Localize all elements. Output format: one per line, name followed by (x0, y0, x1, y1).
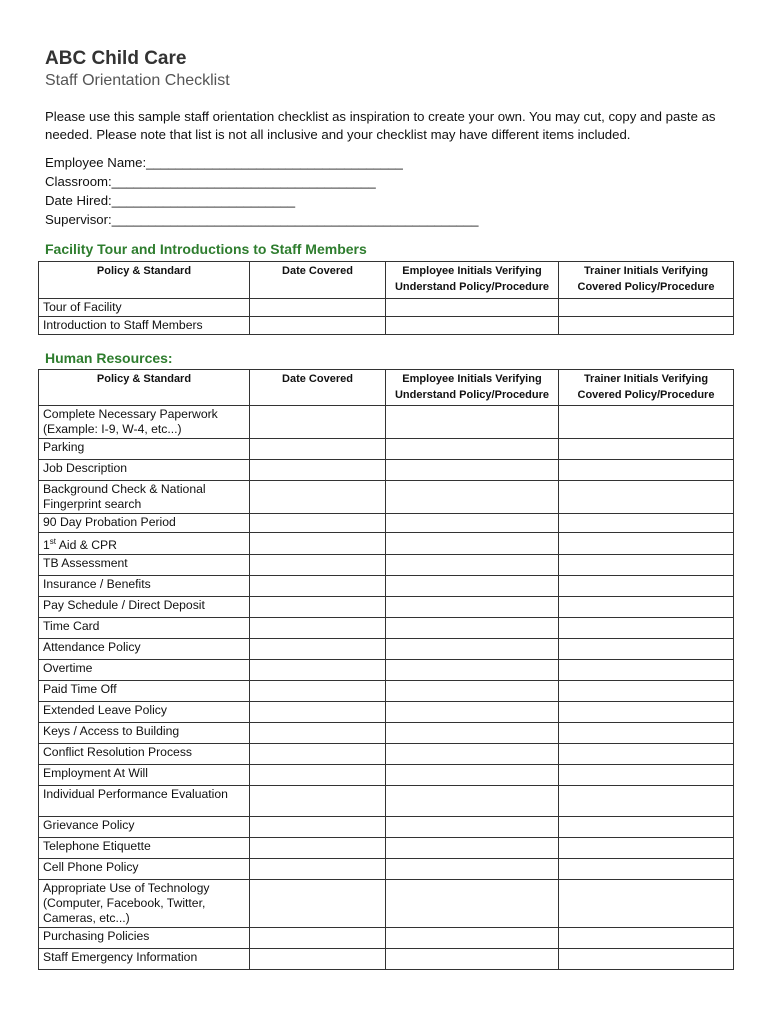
table-row (39, 317, 734, 335)
policy-cell: Insurance / Benefits (39, 576, 250, 597)
table-row (39, 859, 734, 880)
table-row (39, 299, 734, 317)
trainer-initials-cell[interactable] (559, 555, 734, 576)
date-cell[interactable] (250, 838, 386, 859)
policy-cell: 1st Aid & CPR (39, 533, 250, 555)
date-cell[interactable] (250, 744, 386, 765)
employee-initials-cell[interactable] (386, 299, 559, 317)
date-cell[interactable] (250, 765, 386, 786)
section-heading-hr: Human Resources: (45, 350, 173, 366)
table-row (39, 460, 734, 481)
supervisor-field[interactable]: Supervisor:__________________________________________________ (45, 212, 479, 227)
col-header-date: Date Covered (250, 262, 386, 299)
trainer-initials-cell[interactable] (559, 514, 734, 533)
policy-cell: Background Check & National Fingerprint search (39, 481, 250, 514)
employee-initials-cell[interactable] (386, 723, 559, 744)
date-hired-field[interactable]: Date Hired:_________________________ (45, 193, 296, 208)
date-cell[interactable] (250, 660, 386, 681)
employee-initials-cell[interactable] (386, 576, 559, 597)
policy-cell: Complete Necessary Paperwork (Example: I-9, W-4, etc...) (39, 406, 250, 439)
policy-cell: Keys / Access to Building (39, 723, 250, 744)
table-row (39, 838, 734, 859)
policy-cell: Grievance Policy (39, 817, 250, 838)
date-cell[interactable] (250, 639, 386, 660)
policy-cell: Paid Time Off (39, 681, 250, 702)
trainer-initials-cell[interactable] (559, 639, 734, 660)
employee-initials-cell[interactable] (386, 533, 559, 555)
employee-initials-cell[interactable] (386, 928, 559, 949)
table-row (39, 681, 734, 702)
date-cell[interactable] (250, 317, 386, 335)
document-title: ABC Child Care (45, 48, 187, 69)
policy-cell: Purchasing Policies (39, 928, 250, 949)
table-row (39, 618, 734, 639)
table-row (39, 702, 734, 723)
table-row (39, 481, 734, 514)
date-cell[interactable] (250, 481, 386, 514)
employee-initials-cell[interactable] (386, 949, 559, 970)
date-cell[interactable] (250, 702, 386, 723)
employee-initials-cell[interactable] (386, 439, 559, 460)
table-row (39, 786, 734, 817)
col-header-date: Date Covered (250, 370, 386, 406)
employee-initials-cell[interactable] (386, 597, 559, 618)
trainer-initials-cell[interactable] (559, 838, 734, 859)
policy-cell: Individual Performance Evaluation (39, 786, 250, 817)
date-cell[interactable] (250, 681, 386, 702)
policy-cell: Job Description (39, 460, 250, 481)
employee-initials-cell[interactable] (386, 681, 559, 702)
col-header-policy: Policy & Standard (39, 262, 250, 299)
trainer-initials-cell[interactable] (559, 618, 734, 639)
table-row (39, 514, 734, 533)
trainer-initials-cell[interactable] (559, 299, 734, 317)
intro-paragraph: Please use this sample staff orientation checklist as inspiration to create your own. You may cut, copy and paste as needed. Please note that list is not all inclusive and your checklist may have different items included. (45, 109, 716, 142)
hr-table-body (39, 406, 734, 970)
facility-table-body (39, 299, 734, 335)
col-header-trainer-initials: Trainer Initials Verifying Covered Policy/Procedure (559, 262, 734, 299)
date-cell[interactable] (250, 439, 386, 460)
trainer-initials-cell[interactable] (559, 439, 734, 460)
table-row (39, 576, 734, 597)
employee-initials-cell[interactable] (386, 660, 559, 681)
col-header-policy: Policy & Standard (39, 370, 250, 406)
date-cell[interactable] (250, 576, 386, 597)
trainer-initials-cell[interactable] (559, 723, 734, 744)
policy-cell: Extended Leave Policy (39, 702, 250, 723)
table-row (39, 406, 734, 439)
table-row (39, 533, 734, 555)
policy-cell: Introduction to Staff Members (39, 317, 250, 335)
document-subtitle: Staff Orientation Checklist (45, 72, 230, 89)
trainer-initials-cell[interactable] (559, 576, 734, 597)
employee-initials-cell[interactable] (386, 817, 559, 838)
date-cell[interactable] (250, 533, 386, 555)
employee-initials-cell[interactable] (386, 514, 559, 533)
policy-cell: Pay Schedule / Direct Deposit (39, 597, 250, 618)
employee-initials-cell[interactable] (386, 880, 559, 928)
trainer-initials-cell[interactable] (559, 859, 734, 880)
trainer-initials-cell[interactable] (559, 928, 734, 949)
section-heading-facility: Facility Tour and Introductions to Staff Members (45, 241, 367, 257)
trainer-initials-cell[interactable] (559, 406, 734, 439)
employee-initials-cell[interactable] (386, 639, 559, 660)
policy-cell: TB Assessment (39, 555, 250, 576)
trainer-initials-cell[interactable] (559, 786, 734, 817)
policy-cell: Employment At Will (39, 765, 250, 786)
employee-initials-cell[interactable] (386, 744, 559, 765)
date-cell[interactable] (250, 786, 386, 817)
employee-initials-cell[interactable] (386, 317, 559, 335)
employee-initials-cell[interactable] (386, 618, 559, 639)
date-cell[interactable] (250, 618, 386, 639)
table-header-row (39, 370, 734, 406)
policy-cell: Parking (39, 439, 250, 460)
employee-initials-cell[interactable] (386, 481, 559, 514)
date-cell[interactable] (250, 514, 386, 533)
trainer-initials-cell[interactable] (559, 681, 734, 702)
trainer-initials-cell[interactable] (559, 949, 734, 970)
table-row (39, 439, 734, 460)
employee-initials-cell[interactable] (386, 702, 559, 723)
employee-initials-cell[interactable] (386, 555, 559, 576)
date-cell[interactable] (250, 299, 386, 317)
table-row (39, 949, 734, 970)
employee-initials-cell[interactable] (386, 838, 559, 859)
date-cell[interactable] (250, 859, 386, 880)
col-header-employee-initials: Employee Initials Verifying Understand Policy/Procedure (386, 370, 559, 406)
col-header-employee-initials: Employee Initials Verifying Understand Policy/Procedure (386, 262, 559, 299)
trainer-initials-cell[interactable] (559, 817, 734, 838)
table-row (39, 597, 734, 618)
date-cell[interactable] (250, 723, 386, 744)
col-header-trainer-initials: Trainer Initials Verifying Covered Policy/Procedure (559, 370, 734, 406)
table-row (39, 928, 734, 949)
policy-cell: Appropriate Use of Technology (Computer, Facebook, Twitter, Cameras, etc...) (39, 880, 250, 928)
classroom-field[interactable]: Classroom:____________________________________ (45, 174, 376, 189)
trainer-initials-cell[interactable] (559, 460, 734, 481)
policy-cell: Time Card (39, 618, 250, 639)
employee-initials-cell[interactable] (386, 406, 559, 439)
trainer-initials-cell[interactable] (559, 660, 734, 681)
policy-cell: Telephone Etiquette (39, 838, 250, 859)
table-row (39, 744, 734, 765)
employee-name-field[interactable]: Employee Name:___________________________________ (45, 155, 403, 170)
date-cell[interactable] (250, 555, 386, 576)
table-row (39, 639, 734, 660)
policy-cell: Conflict Resolution Process (39, 744, 250, 765)
table-row (39, 880, 734, 928)
trainer-initials-cell[interactable] (559, 744, 734, 765)
policy-cell: Staff Emergency Information (39, 949, 250, 970)
date-cell[interactable] (250, 928, 386, 949)
table-row (39, 660, 734, 681)
policy-cell: Attendance Policy (39, 639, 250, 660)
trainer-initials-cell[interactable] (559, 765, 734, 786)
trainer-initials-cell[interactable] (559, 597, 734, 618)
table-row (39, 817, 734, 838)
trainer-initials-cell[interactable] (559, 880, 734, 928)
employee-initials-cell[interactable] (386, 859, 559, 880)
facility-table (38, 261, 734, 335)
policy-cell: Overtime (39, 660, 250, 681)
employee-initials-cell[interactable] (386, 765, 559, 786)
table-header-row (39, 262, 734, 299)
employee-initials-cell[interactable] (386, 460, 559, 481)
table-row (39, 723, 734, 744)
date-cell[interactable] (250, 949, 386, 970)
policy-cell: 90 Day Probation Period (39, 514, 250, 533)
trainer-initials-cell[interactable] (559, 317, 734, 335)
date-cell[interactable] (250, 460, 386, 481)
trainer-initials-cell[interactable] (559, 533, 734, 555)
employee-initials-cell[interactable] (386, 786, 559, 817)
policy-cell: Cell Phone Policy (39, 859, 250, 880)
policy-cell: Tour of Facility (39, 299, 250, 317)
date-cell[interactable] (250, 880, 386, 928)
table-row (39, 555, 734, 576)
trainer-initials-cell[interactable] (559, 702, 734, 723)
date-cell[interactable] (250, 817, 386, 838)
date-cell[interactable] (250, 597, 386, 618)
date-cell[interactable] (250, 406, 386, 439)
hr-table (38, 369, 734, 970)
employee-fields (45, 153, 478, 229)
table-row (39, 765, 734, 786)
trainer-initials-cell[interactable] (559, 481, 734, 514)
